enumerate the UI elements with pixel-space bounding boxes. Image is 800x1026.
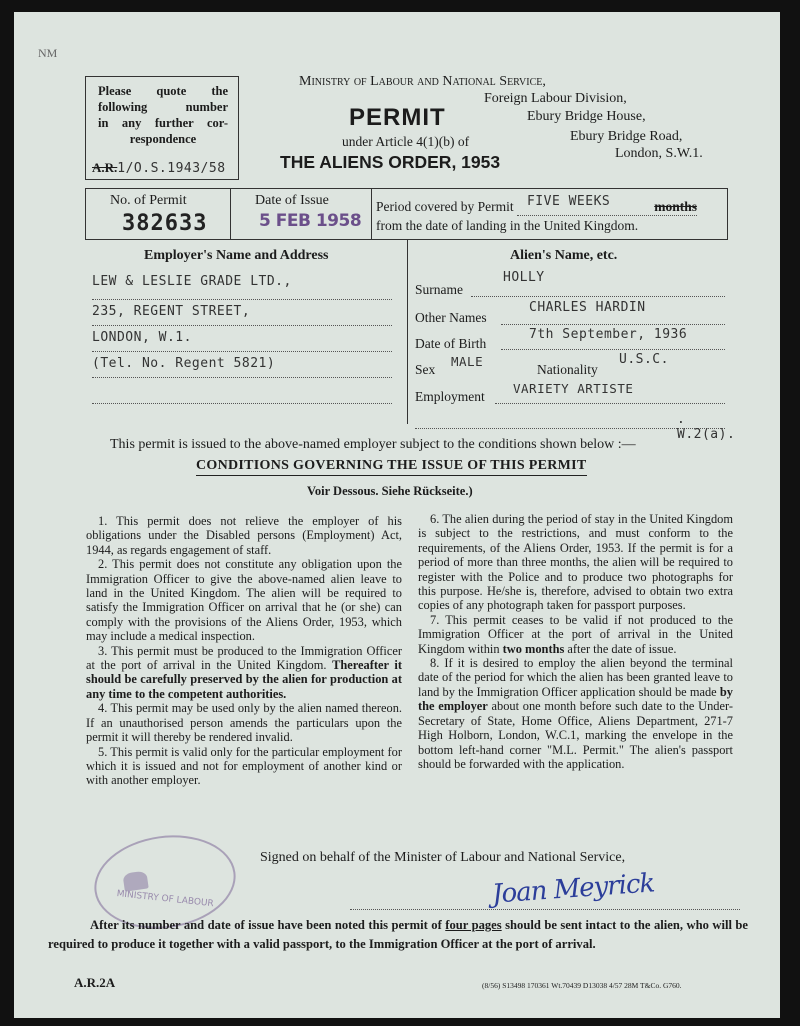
conditions-left-column xyxy=(86,514,402,788)
issue-date-stamp: 5 FEB 1958 xyxy=(259,211,362,231)
quote-box xyxy=(85,76,239,180)
see-reverse: Voir Dessous. Siehe Rückseite.) xyxy=(307,484,473,498)
quote-line: following number xyxy=(98,100,228,114)
ministry-address-2: Ebury Bridge House, xyxy=(527,109,646,124)
period-rest: from the date of landing in the United Kingdom. xyxy=(376,218,639,233)
article-line: under Article 4(1)(b) of xyxy=(342,134,470,149)
period-unit: months xyxy=(654,199,697,214)
condition-3-text: 3. This permit must be produced to the Immigration Officer at the port of arrival in the United Kingdom. xyxy=(86,643,402,673)
condition-6: 6. The alien during the period of stay in the United Kingdom is subject to the restrictions, and must conform to the requirements, of the Aliens Order, 1953. If the permit is for a period of more than three months, the alien will be required to register with the Police and to produce two photographs for this purpose. He/she is, therefore, advised to obtain two extra copies of any photograph taken for passport purposes. xyxy=(418,512,733,613)
footer-four-pages: four pages xyxy=(445,918,502,932)
alien-heading: Alien's Name, etc. xyxy=(510,248,618,263)
condition-5: 5. This permit is valid only for the particular employment for which it is issued and not for employment of another kind or with another employer. xyxy=(86,744,402,788)
ministry-name: Ministry of Labour and National Service, xyxy=(299,74,546,89)
period-value: FIVE WEEKS xyxy=(526,194,611,209)
condition-3-emphasis: Thereafter it should be carefully preserved by the alien for production at any time to the competent authorities. xyxy=(86,658,402,701)
signed-line: Signed on behalf of the Minister of Labour and National Service, xyxy=(260,850,626,865)
employment-value: VARIETY ARTISTE xyxy=(513,381,634,396)
condition-8-emphasis: by the employer xyxy=(418,684,733,714)
condition-7 xyxy=(418,613,733,656)
section-divider xyxy=(407,240,408,424)
sex-value: MALE xyxy=(451,354,484,369)
nationality-label: Nationality xyxy=(537,362,598,377)
ministry-address-4: London, S.W.1. xyxy=(615,146,703,161)
employment-label: Employment xyxy=(415,389,485,404)
condition-8 xyxy=(418,656,733,771)
conditions-heading: CONDITIONS GOVERNING THE ISSUE OF THIS PERMIT xyxy=(196,458,587,476)
footer-text-a: After its number and date of issue have been noted this permit of xyxy=(90,918,446,932)
condition-8-text: 8. If it is desired to employ the alien beyond the terminal date of the period for which the alien has been granted leave to land by the Immigration Officer application should be made xyxy=(418,656,733,699)
condition-8-end: about one month before such date to the Under-Secretary of State, Home Office, Aliens Department, 271-7 High Holborn, London, W.C.1, marking the envelope in the bottom left-hand corner "M.L. Permit." The alien's passport should be forwarded with the application. xyxy=(418,699,733,771)
footer-instructions xyxy=(48,916,748,954)
signature-line xyxy=(350,908,740,910)
permit-title: PERMIT xyxy=(349,104,446,131)
employer-line: (Tel. No. Regent 5821) xyxy=(92,356,276,371)
footer-text-c: should be sent intact to the alien, who will be required to produce it together with a valid passport, to the Immigration Officer at the port of arrival. xyxy=(48,918,749,951)
condition-4: 4. This permit may be used only by the alien named thereon. If an unauthorised person amends the particulars upon the permit it will thereby be rendered invalid. xyxy=(86,701,402,745)
order-title: THE ALIENS ORDER, 1953 xyxy=(280,152,501,172)
print-code: (8/56) S13498 170361 Wt.70439 D13038 4/57 28M T&Co. G760. xyxy=(482,981,682,990)
form-code: A.R.2A xyxy=(74,975,116,990)
condition-7-text: 7. This permit ceases to be valid if not produced to the Immigration Officer at the port of arrival in the United Kingdom within xyxy=(418,612,733,656)
ministry-address-1: Foreign Labour Division, xyxy=(484,91,627,106)
issue-date-label: Date of Issue xyxy=(255,193,329,208)
condition-7-emphasis: two months xyxy=(502,641,565,656)
employer-line: LEW & LESLIE GRADE LTD., xyxy=(92,274,292,289)
permit-no-label: No. of Permit xyxy=(110,193,187,208)
quote-line: respondence xyxy=(129,132,197,146)
sex-label: Sex xyxy=(415,362,436,377)
permit-no-value: 382633 xyxy=(122,211,208,236)
stamp-text: MINISTRY OF LABOUR xyxy=(116,889,215,910)
employer-heading: Employer's Name and Address xyxy=(144,248,329,263)
ministry-address-3: Ebury Bridge Road, xyxy=(570,129,683,144)
condition-1: 1. This permit does not relieve the employer of his obligations under the Disabled persons (Employment) Act, 1944, as regards engagement of staff. xyxy=(86,514,402,557)
employer-line: 235, REGENT STREET, xyxy=(92,304,251,319)
condition-3 xyxy=(86,644,402,702)
surname-value: HOLLY xyxy=(503,270,545,285)
ref-number: 1/O.S.1943/58 xyxy=(117,161,226,176)
permit-row xyxy=(85,188,728,240)
conditions-right-column xyxy=(418,512,733,771)
employer-line: LONDON, W.1. xyxy=(92,330,192,345)
other-names-value: CHARLES HARDIN xyxy=(529,300,646,315)
ref-prefix: A.R. xyxy=(92,160,118,175)
quote-line: in any further cor- xyxy=(98,116,228,130)
corner-mark: NM xyxy=(38,46,58,60)
condition-7-end: after the date of issue. xyxy=(564,641,677,656)
employment-code: . W.2(a). xyxy=(677,412,736,442)
condition-2: 2. This permit does not constitute any obligation upon the Immigration Officer to give the above-named alien leave to land in the United Kingdom. The alien will be required to satisfy the Immigration Officer on arrival that he (or she) can comply with the provisions of the Aliens Order, 1953, which may include a medical inspection. xyxy=(86,557,402,644)
period-label: Period covered by Permit xyxy=(376,199,514,214)
signature: Joan Meyrick xyxy=(491,868,656,910)
dob-label: Date of Birth xyxy=(415,336,487,351)
other-names-label: Other Names xyxy=(415,310,487,325)
nationality-value: U.S.C. xyxy=(619,352,669,367)
issued-statement: This permit is issued to the above-named employer subject to the conditions shown below :— xyxy=(110,437,636,452)
quote-line: Please quote the xyxy=(98,84,228,98)
dob-value: 7th September, 1936 xyxy=(529,327,688,342)
surname-label: Surname xyxy=(415,282,463,297)
permit-document xyxy=(14,12,780,1018)
